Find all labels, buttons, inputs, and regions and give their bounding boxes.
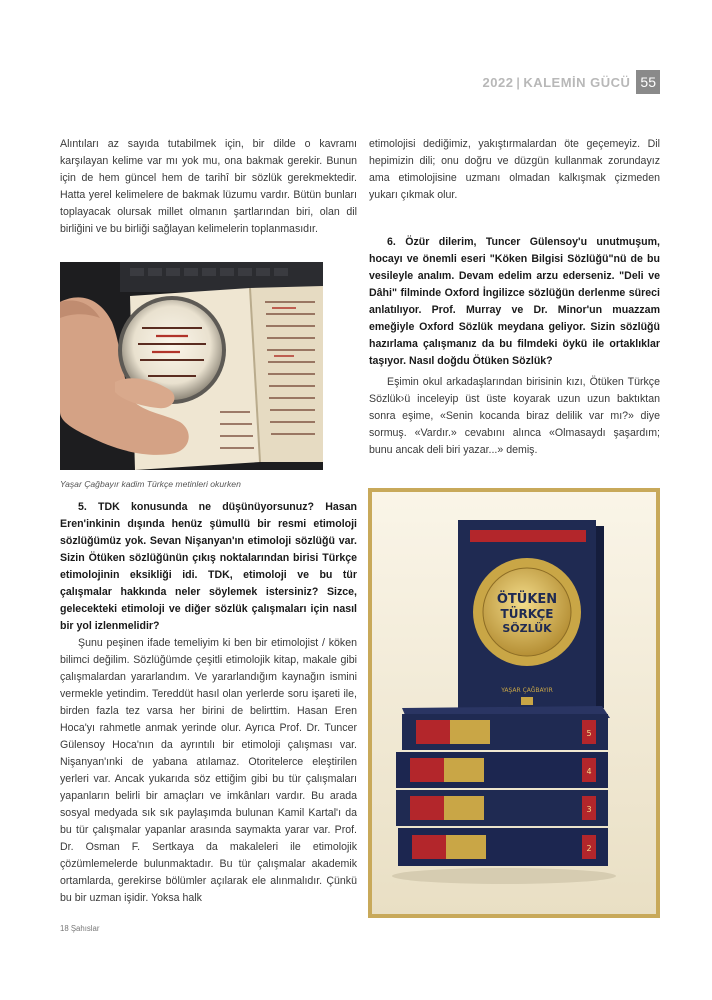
reading-photo [60,262,323,470]
publisher-logo [521,697,533,705]
volume-2-number: 2 [586,844,592,853]
right-column-question [369,234,660,370]
header-magazine: KALEMİN GÜCÜ [523,74,631,90]
left-paragraph-1: Alıntıları az sayıda tutabilmek için, bir dilde o kavramı karşılayan kelime var mı yok mu, ona bakmak gerekir. Bunun için de hem güncel hem de tarihî bir sözlük gerekmektedir. Hatta yerel kelimelere de bakmak lüzumu vardır. Bütün bunları toplayacak olursak millet olmanın şartlarından biri, olan dil birliğini ve bu birliği sağlayan kelimelerin toplanmasıdır. [60,138,357,235]
running-header [483,70,661,94]
book-stack-illustration [372,492,656,914]
footer-note: 18 Şahıslar [60,924,100,933]
answer-6: Eşimin okul arkadaşlarından birisinin kızı, Ötüken Türkçe Sözlük›ü inceleyip üst üste koyarak uzun uzun baktıktan sonra eşime, «Senin kocanda biraz delilik var mı?» diye sormuş. «Vardır.» cevabını alınca «Olmasaydı şaşardım; bunu ancak deli biri yazar...» demiş. [369,376,660,456]
book-title-line2: TÜRKÇE [500,607,554,621]
question-5: 5. TDK konusunda ne düşünüyorsunuz? Hasan Eren'inkinin dışında henüz şümullü bir resmi etimoloji sözlüğümüz yok. Sevan Nişanyan'ın etimoloji sözlüğü var. Sizin Ötüken sözlüğünün çıkış noktalarından birisi Türkçe etimolojinin eksikliği idi. TDK, etimoloji ve bu tür çalışmalar hakkında neler söylemek istersiniz? Sizce, gelecekteki etimoloji ve diğer sözlük çalışmaları için nasıl bir yol izlenmelidir? [60,501,357,632]
right-column-answer [369,374,660,459]
right-paragraph-1: etimolojisi dediğimiz, yakıştırmalardan öte geçemeyiz. Dil hepimizin dili; onu doğru ve düzgün kullanmak zorundayız ama etimolojisine uzmanı olmadan kalkışmak çizmeden yukarı çıkmak olur. [369,138,660,201]
header-year: 2022 [482,74,514,90]
page-number: 55 [636,70,660,94]
volume-3-number: 3 [586,805,592,814]
photo-illustration [60,262,323,470]
stacked-volumes [396,706,610,866]
photo-caption: Yaşar Çağbayır kadim Türkçe metinleri okurken [60,479,241,489]
book-photo [368,488,660,918]
volume-5-number: 5 [586,729,592,738]
answer-5: Şunu peşinen ifade temeliyim ki ben bir etimolojist / köken bilimci değilim. Sözlüğümde çeşitli etimolojik kitap, makale gibi çalışmalardan yararlandım. Ve yararlandığım kaynağın ismini vermekle yetindim. Tereddüt hasıl olan yerlerde soru işareti ile, birden fazla tez varsa her birini de belirttim. Hasan Eren Hoca'yı rahmetle anmak yerinde olur. Ayrıca Prof. Dr. Tuncer Gülensoy Hoca'nın da ayrıntılı bir etimoloji çalışması var. Nişanyan'ınki de yabana atılamaz. Otoritelerce eleştirilen yerleri var. Ancak yukarıda söz ettiğim gibi bu tür çalışmaları yapanların belirli bir amaçları ve imkânları vardır. Bu arada sosyal medyada sık sık paylaşımda bulunan Kamil Kartal'ı da bu tür çalışmalar yapanlar arasında saymakta yarar var. Prof. Dr. Osman F. Sertkaya da makaleleri ile etimolojik çözümlemelerde bulunmaktadır. Bu tür çalışmalar akademik ortamlarda, gerekirse bölümler açılarak ele alınmalıdır. Çünkü bu bir uzman işidir. Yoksa halk [60,637,357,904]
left-column-top [60,136,357,238]
question-6: 6. Özür dilerim, Tuncer Gülensoy'u unutmuşum, hocayı ve önemli eseri "Köken Bilgisi Sözlüğü"nü de bu vesileyle analım. Devam edelim arzu ederseniz. "Deli ve Dâhi" filminde Oxford İngilizce sözlüğün derlenme süreci anlatılıyor. Prof. Murray ve Dr. Minor'un muazzam emeğiyle Oxford Sözlük meydana geliyor. Sizin sözlüğü hazırlama çalışmanız da bu filmdeki öykü ile ortaklıklar taşıyor. Nasıl doğdu Ötüken Sözlük? [369,236,660,367]
header-title: 2022 | KALEMİN GÜCÜ [482,74,631,90]
right-column-top [369,136,660,204]
book-title-line1: ÖTÜKEN [496,592,558,607]
left-column-bottom [60,499,357,907]
book-author: YAŞAR ÇAĞBAYIR [501,687,553,694]
book-title-line3: SÖZLÜK [502,622,552,635]
volume-4-number: 4 [586,767,592,776]
